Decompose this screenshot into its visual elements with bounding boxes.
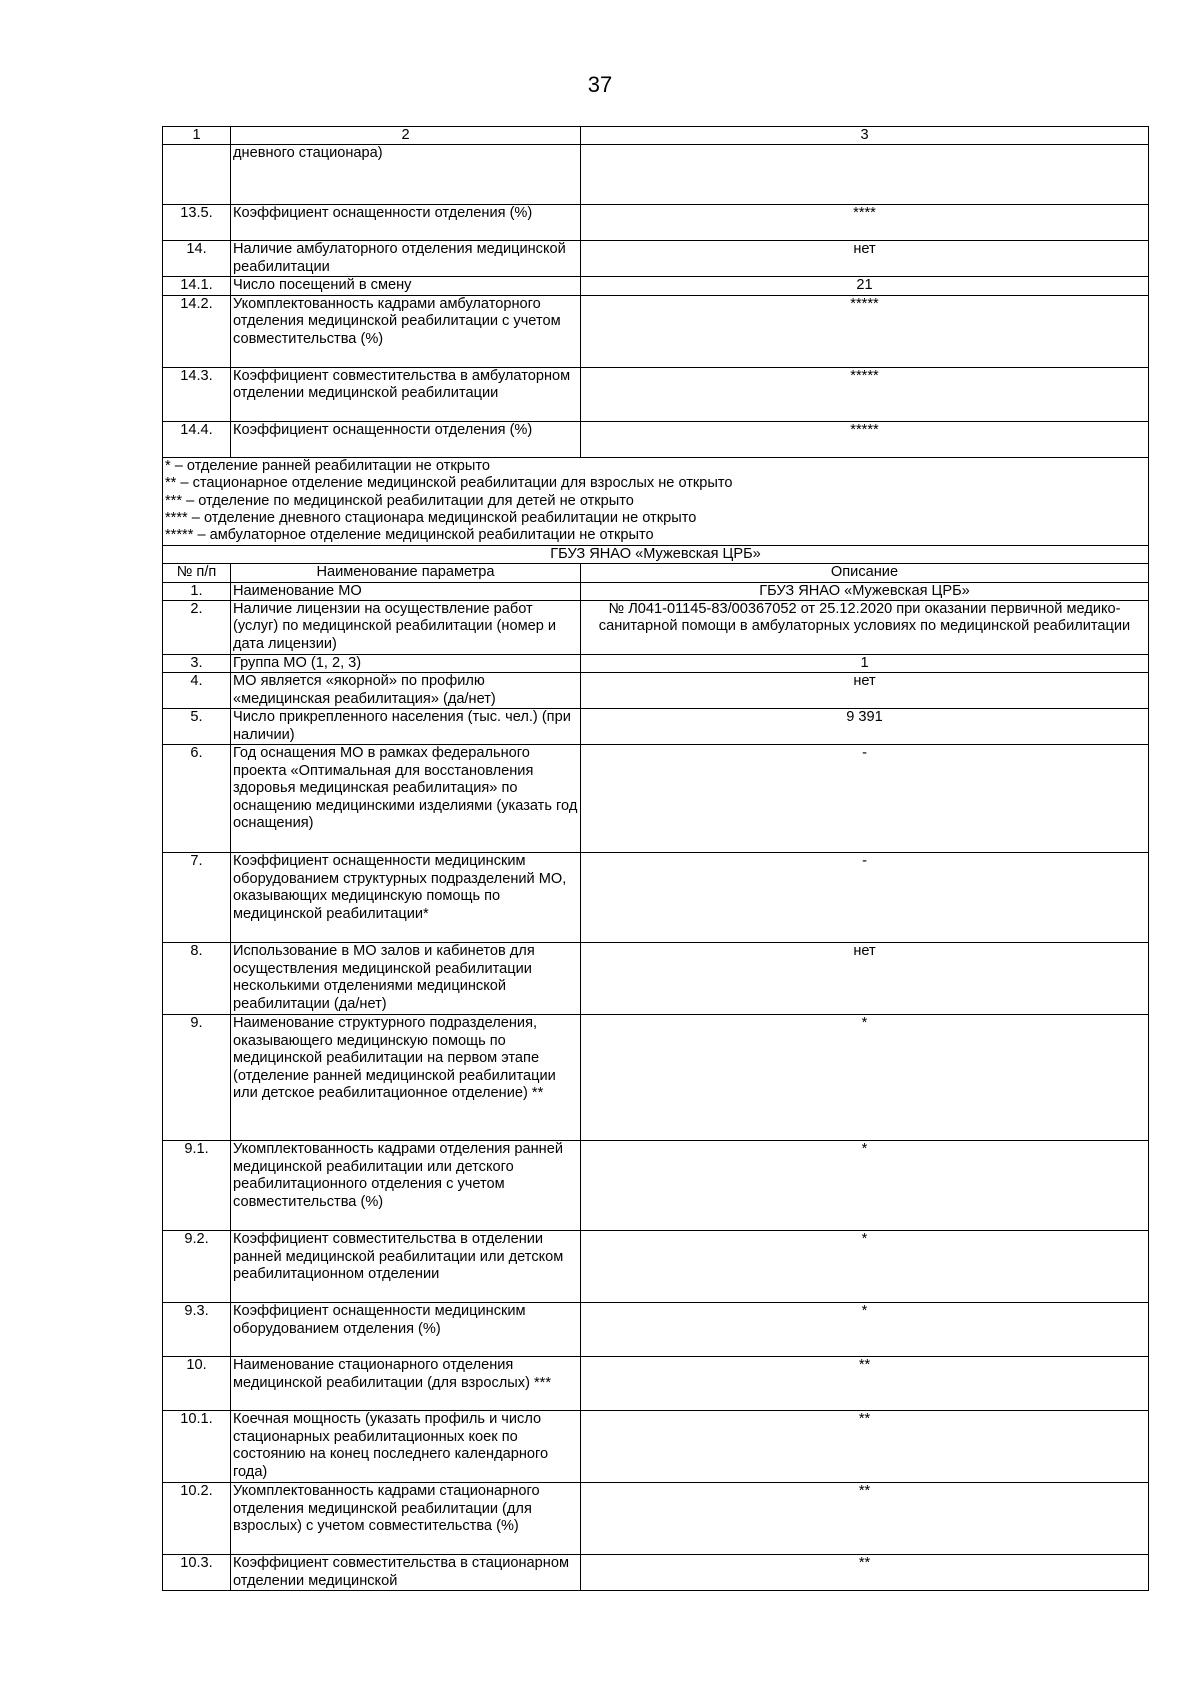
row-parameter: Коэффициент оснащенности медицинским оборудованием отделения (%)	[231, 1303, 581, 1357]
table-row	[163, 241, 1149, 277]
row-description: **	[581, 1411, 1149, 1483]
row-number: 10.3.	[163, 1555, 231, 1591]
table-row	[163, 853, 1149, 943]
row-parameter: Коэффициент совместительства в стационарном отделении медицинской	[231, 1555, 581, 1591]
row-parameter: Коэффициент оснащенности отделения (%)	[231, 421, 581, 457]
table-row	[163, 1357, 1149, 1411]
row-parameter: Наименование структурного подразделения, оказывающего медицинскую помощь по медицинской реабилитации на первом этапе (отделение ранней медицинской реабилитации или детское реабилитационное отделение) **	[231, 1015, 581, 1141]
table-row	[163, 145, 1149, 205]
row-description: -	[581, 745, 1149, 853]
row-parameter: Коэффициент оснащенности отделения (%)	[231, 205, 581, 241]
table-row	[163, 277, 1149, 295]
row-description: *	[581, 1141, 1149, 1231]
column-header-row	[163, 564, 1149, 582]
table-row	[163, 1411, 1149, 1483]
row-parameter: Коечная мощность (указать профиль и число стационарных реабилитационных коек по состоянию на конец последнего календарного года)	[231, 1411, 581, 1483]
row-description: 1	[581, 655, 1149, 673]
row-number: 10.1.	[163, 1411, 231, 1483]
row-description: *****	[581, 367, 1149, 421]
row-parameter: Наименование МО	[231, 582, 581, 600]
row-number: 14.	[163, 241, 231, 277]
row-number: 5.	[163, 709, 231, 745]
table-row	[163, 673, 1149, 709]
table-row	[163, 205, 1149, 241]
column-header-desc: Описание	[581, 564, 1149, 582]
row-description: 9 391	[581, 709, 1149, 745]
row-number: 4.	[163, 673, 231, 709]
row-number: 9.1.	[163, 1141, 231, 1231]
row-number: 9.2.	[163, 1231, 231, 1303]
row-number: 10.2.	[163, 1483, 231, 1555]
row-number	[163, 145, 231, 205]
row-number: 14.3.	[163, 367, 231, 421]
row-parameter: Укомплектованность кадрами стационарного отделения медицинской реабилитации (для взрослых) с учетом совместительства (%)	[231, 1483, 581, 1555]
footnote: * – отделение ранней реабилитации не открыто	[165, 457, 490, 474]
row-description: *	[581, 1231, 1149, 1303]
row-description: *	[581, 1015, 1149, 1141]
row-parameter: МО является «якорной» по профилю «медицинская реабилитация» (да/нет)	[231, 673, 581, 709]
table-row	[163, 1141, 1149, 1231]
table-row	[163, 745, 1149, 853]
row-parameter: Коэффициент оснащенности медицинским оборудованием структурных подразделений МО, оказывающих медицинскую помощь по медицинской реабилитации*	[231, 853, 581, 943]
row-description: нет	[581, 673, 1149, 709]
row-number: 13.5.	[163, 205, 231, 241]
page-number: 37	[587, 72, 613, 97]
row-description: № Л041-01145-83/00367052 от 25.12.2020 при оказании первичной медико-санитарной помощи в амбулаторных условиях по медицинской реабилитации	[581, 601, 1149, 655]
column-index-2: 2	[231, 127, 581, 145]
table-row	[163, 709, 1149, 745]
row-number: 9.	[163, 1015, 231, 1141]
row-parameter: Укомплектованность кадрами амбулаторного отделения медицинской реабилитации с учетом совместительства (%)	[231, 295, 581, 367]
row-description: нет	[581, 241, 1149, 277]
footnote: ***** – амбулаторное отделение медицинской реабилитации не открыто	[165, 527, 654, 544]
table-row	[163, 1483, 1149, 1555]
row-number: 9.3.	[163, 1303, 231, 1357]
section-title-row	[163, 545, 1149, 563]
column-header-num: № п/п	[163, 564, 231, 582]
row-number: 2.	[163, 601, 231, 655]
table-row	[163, 1555, 1149, 1591]
row-description: -	[581, 853, 1149, 943]
column-header-param: Наименование параметра	[231, 564, 581, 582]
row-parameter: Наличие амбулаторного отделения медицинской реабилитации	[231, 241, 581, 277]
footnotes-row	[163, 457, 1149, 545]
row-parameter: Укомплектованность кадрами отделения ранней медицинской реабилитации или детского реабилитационного отделения с учетом совместительства (%)	[231, 1141, 581, 1231]
row-number: 1.	[163, 582, 231, 600]
row-parameter: дневного стационара)	[231, 145, 581, 205]
row-number: 14.2.	[163, 295, 231, 367]
table-row	[163, 601, 1149, 655]
row-description: *****	[581, 295, 1149, 367]
footnote: **** – отделение дневного стационара медицинской реабилитации не открыто	[165, 510, 697, 527]
table-row	[163, 1015, 1149, 1141]
row-parameter: Группа МО (1, 2, 3)	[231, 655, 581, 673]
row-number: 8.	[163, 943, 231, 1015]
row-description: ****	[581, 205, 1149, 241]
section-title: ГБУЗ ЯНАО «Мужевская ЦРБ»	[163, 545, 1149, 563]
row-parameter: Наличие лицензии на осуществление работ (услуг) по медицинской реабилитации (номер и дата лицензии)	[231, 601, 581, 655]
row-number: 10.	[163, 1357, 231, 1411]
row-parameter: Наименование стационарного отделения медицинской реабилитации (для взрослых) ***	[231, 1357, 581, 1411]
table-row	[163, 367, 1149, 421]
footnote: ** – стационарное отделение медицинской реабилитации для взрослых не открыто	[165, 475, 733, 492]
row-description: 21	[581, 277, 1149, 295]
row-number: 14.4.	[163, 421, 231, 457]
column-index-1: 1	[163, 127, 231, 145]
row-parameter: Число посещений в смену	[231, 277, 581, 295]
row-parameter: Число прикрепленного населения (тыс. чел.) (при наличии)	[231, 709, 581, 745]
column-index-row	[163, 127, 1149, 145]
table-row	[163, 582, 1149, 600]
row-description: **	[581, 1483, 1149, 1555]
row-parameter: Коэффициент совместительства в амбулаторном отделении медицинской реабилитации	[231, 367, 581, 421]
table-row	[163, 295, 1149, 367]
row-number: 7.	[163, 853, 231, 943]
row-description	[581, 145, 1149, 205]
row-number: 14.1.	[163, 277, 231, 295]
table-row	[163, 655, 1149, 673]
row-description: *****	[581, 421, 1149, 457]
table-row	[163, 943, 1149, 1015]
row-parameter: Год оснащения МО в рамках федерального проекта «Оптимальная для восстановления здоровья медицинская реабилитация» по оснащению медицинскими изделиями (указать год оснащения)	[231, 745, 581, 853]
row-description: **	[581, 1555, 1149, 1591]
footnote: *** – отделение по медицинской реабилитации для детей не открыто	[165, 492, 634, 509]
rehabilitation-table	[162, 126, 1149, 1591]
row-number: 6.	[163, 745, 231, 853]
table-row	[163, 1231, 1149, 1303]
row-number: 3.	[163, 655, 231, 673]
table-row	[163, 421, 1149, 457]
row-parameter: Коэффициент совместительства в отделении ранней медицинской реабилитации или детском реабилитационном отделении	[231, 1231, 581, 1303]
row-description: **	[581, 1357, 1149, 1411]
row-description: нет	[581, 943, 1149, 1015]
row-parameter: Использование в МО залов и кабинетов для осуществления медицинской реабилитации несколькими отделениями медицинской реабилитации (да/нет)	[231, 943, 581, 1015]
row-description: ГБУЗ ЯНАО «Мужевская ЦРБ»	[581, 582, 1149, 600]
column-index-3: 3	[581, 127, 1149, 145]
footnotes	[163, 457, 1149, 545]
table-row	[163, 1303, 1149, 1357]
row-description: *	[581, 1303, 1149, 1357]
